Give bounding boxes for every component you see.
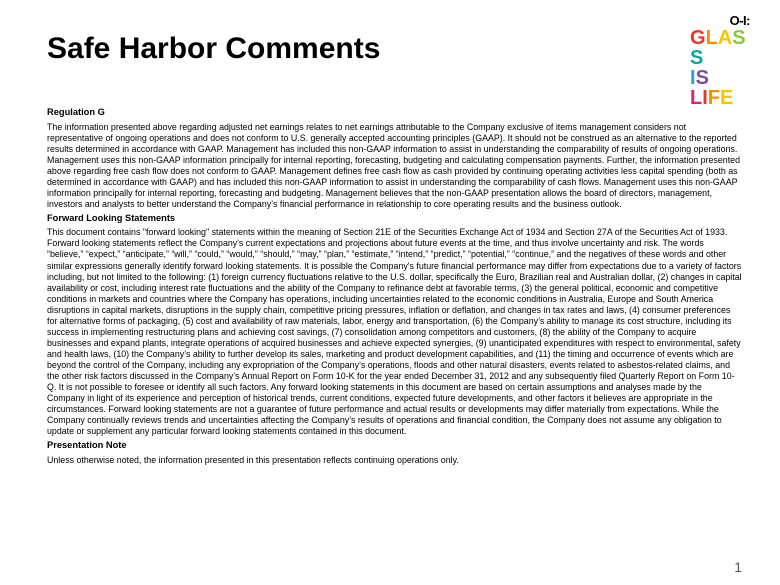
logo-letter: L bbox=[705, 27, 718, 49]
page-number: 1 bbox=[734, 559, 742, 575]
section-regulation-g bbox=[47, 107, 742, 210]
logo-letter: L bbox=[690, 87, 703, 109]
logo-word-2 bbox=[690, 68, 752, 88]
logo-letter: A bbox=[717, 27, 733, 49]
logo-letter: S bbox=[732, 27, 746, 49]
logo-letter: F bbox=[707, 87, 720, 109]
section-body: The information presented above regarding adjusted net earnings relates to net earnings attributable to the Company exclusive of items management considers not representative of ongoing operations and does not conform to U.S. generally accepted accounting principles (GAAP). It should not be construed as an alternative to the reported results determined in accordance with GAAP. Management has included this non-GAAP information to assist in understanding the comparability of results of ongoing operations. Management uses this non-GAAP information principally for internal reporting, forecasting, budgeting and calculating compensation payments. Further, the information presented above regarding free cash flow does not conform to GAAP. Management defines free cash flow as cash provided by continuing operating activities less capital spending (both as determined in accordance with GAAP) and has included this non-GAAP information to assist in understanding the comparability of cash flows. Management uses this non-GAAP information principally for internal reporting, forecasting and budgeting. Management believes that the non-GAAP presentation allows the board of directors, management, investors and analysts to better understand the Company’s financial performance in relationship to core operating results and the business outlook. bbox=[47, 121, 740, 209]
logo-word-1 bbox=[690, 28, 752, 68]
section-body: Unless otherwise noted, the information presented in this presentation reflects continuing operations only. bbox=[47, 454, 459, 465]
logo-letter: I bbox=[690, 67, 696, 89]
page-title: Safe Harbor Comments bbox=[47, 32, 381, 65]
logo-badge: O-I: bbox=[729, 13, 750, 28]
section-presentation-note bbox=[47, 440, 742, 466]
section-heading: Forward Looking Statements bbox=[47, 212, 176, 223]
logo-letter: G bbox=[690, 27, 706, 49]
logo-letter: S bbox=[690, 47, 704, 69]
company-logo bbox=[690, 13, 752, 109]
logo-word-3 bbox=[690, 88, 752, 108]
logo-letter: S bbox=[695, 67, 709, 89]
safe-harbor-text bbox=[47, 107, 742, 469]
section-forward-looking bbox=[47, 213, 742, 437]
logo-letter: E bbox=[720, 87, 734, 109]
logo-letter: I bbox=[702, 87, 708, 109]
section-heading: Regulation G bbox=[47, 107, 105, 117]
section-heading: Presentation Note bbox=[47, 440, 127, 451]
section-body: This document contains "forward looking" statements within the meaning of Section 21E of the Securities Exchange Act of 1934 and Section 27A of the Securities Act of 1933. Forward looking statements reflect the Company's current expectations and projections about future events at the time, and thus involve uncertainty and risk. The words “believe,” “expect,” “anticipate,” “will,” “could,” “would,” “should,” “may,” “plan,” “estimate,” “intend,” “predict,” “potential,” “continue,” and the negatives of these words and other similar expressions generally identify forward looking statements. It is possible the Company's future financial performance may differ from expectations due to a variety of factors including, but not limited to the following: (1) foreign currency fluctuations relative to the U.S. dollar, specifically the Euro, Brazilian real and Australian dollar, (2) changes in capital availability or cost, including interest rate fluctuations and the ability of the Company to refinance debt at favorable terms, (3) the general political, economic and competitive conditions in markets and countries where the Company has operations, including uncertainties related to the economic conditions in Australia, Europe and South America disruptions in capital markets, disruptions in the supply chain, competitive pricing pressures, inflation or deflation, and changes in tax rates and laws, (4) consumer preferences for alternative forms of packaging, (5) cost and availability of raw materials, labor, energy and transportation, (6) the Company’s ability to manage its cost structure, including its success in implementing restructuring plans and achieving cost savings, (7) consolidation among competitors and customers, (8) the ability of the Company to acquire businesses and expand plants, integrate operations of acquired businesses and achieve expected synergies, (9) unanticipated expenditures with respect to environmental, safety and health laws, (10) the Company’s ability to further develop its sales, marketing and product development capabilities, and (11) the timing and occurrence of events which are beyond the control of the Company, including any expropriation of the Company’s operations, floods and other natural disasters, events related to asbestos-related claims, and the other risk factors discussed in the Company’s Annual Report on Form 10-K for the year ended December 31, 2012 and any subsequently filed Quarterly Report on Form 10-Q. It is not possible to foresee or identify all such factors. Any forward looking statements in this document are based on certain assumptions and analyses made by the Company in light of its experience and perception of historical trends, current conditions, expected future developments, and other factors it believes are appropriate in the circumstances. Forward looking statements are not a guarantee of future performance and actual results or developments may differ materially from expectations. While the Company continually reviews trends and uncertainties affecting the Company’s results of operations and financial condition, the Company does not assume any obligation to update or supplement any particular forward looking statements contained in this document. bbox=[47, 227, 742, 437]
